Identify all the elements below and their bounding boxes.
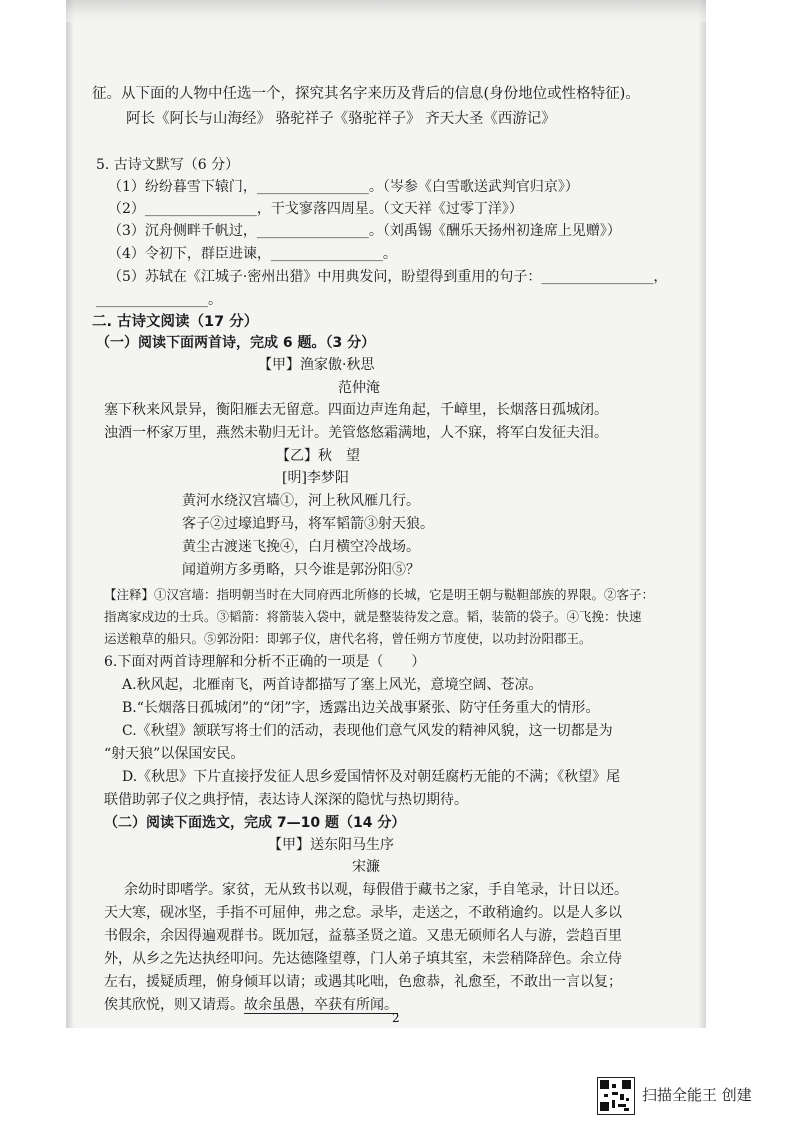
poem-b-line-4: 闻道朔方多勇略，只今谁是郭汾阳⑤？ [182,562,420,578]
page-right-edge-shadow [698,0,706,1028]
q5-item-1: （1）纷纷暮雪下辕门，________________。（岑参《白雪歌送武判官归京》） [108,179,579,195]
question-6-stem: 6.下面对两首诗理解和分析不正确的一项是（ ） [104,654,426,670]
character-options: 阿长《阿长与山海经》 骆驼祥子《骆驼祥子》 齐天大圣《西游记》 [126,111,556,127]
prose-line-6-text: 俟其欣悦，则又请焉。 [104,997,244,1013]
poem-a-line-2: 浊酒一杯家万里，燕然未勒归无计。羌管悠悠霜满地，人不寐，将军白发征夫泪。 [104,425,608,441]
annotation-line-2: 指离家戍边的士兵。③韬箭：将箭装入袋中，就是整装待发之意。韬，装箭的袋子。④飞挽：快速 [104,609,642,624]
poem-b-line-1: 黄河水绕汉宫墙①，河上秋风雁几行。 [182,493,420,509]
poem-a-author: 范仲淹 [338,380,380,396]
question-5-heading: 5. 古诗文默写（6 分） [96,157,240,173]
page-top-shadow [66,0,706,22]
prose-a-title: 【甲】送东阳马生序 [268,837,394,853]
q6-option-d-continuation: 联借助郭子仪之典抒情，表达诗人深深的隐忧与热切期待。 [104,792,468,808]
part-2-heading: （二）阅读下面选文，完成 7—10 题（14 分） [104,815,406,831]
scanner-brand-label: 扫描全能王 创建 [642,1086,752,1104]
part-1-heading: （一）阅读下面两首诗，完成 6 题。（3 分） [96,335,376,351]
annotation-line-3: 运送粮草的船只。⑤郭汾阳：即郭子仪，唐代名将，曾任朔方节度使，以功封汾阳郡王。 [104,631,592,646]
underlined-sentence: 故余虽愚，卒获有所闻。 [244,997,398,1013]
q6-option-d: D.《秋思》下片直接抒发征人思乡爱国情怀及对朝廷腐朽无能的不满；《秋望》尾 [122,769,621,785]
scanner-footer [0,1028,794,1125]
prose-line-1: 余幼时即嗜学。家贫，无从致书以观，每假借于藏书之家，手自笔录，计日以还。 [124,882,628,898]
poem-b-title: 【乙】秋 望 [276,448,360,464]
prose-a-author: 宋濂 [352,859,380,875]
q6-option-b: B.“长烟落日孤城闭”的“闭”字，透露出边关战事紧张、防守任务重大的情形。 [122,700,600,716]
poem-a-line-1: 塞下秋来风景异，衡阳雁去无留意。四面边声连角起，千嶂里，长烟落日孤城闭。 [104,402,608,418]
q5-item-3: （3）沉舟侧畔千帆过，________________。（刘禹锡《酬乐天扬州初逢席上见赠》） [108,223,621,239]
q5-item-4: （4）令初下，群臣进谏，________________。 [108,246,397,262]
q6-option-c-continuation: “射天狼”以保国安民。 [104,746,245,762]
prose-line-2: 天大寒，砚冰坚，手指不可屈伸，弗之怠。录毕，走送之，不敢稍逾约。以是人多以 [104,905,622,921]
prose-line-6 [104,996,398,1014]
q5-item-5-continuation: ________________。 [96,292,222,308]
question-4-tail: 征。从下面的人物中任选一个，探究其名字来历及背后的信息(身份地位或性格特征)。 [92,86,640,102]
poem-b-line-2: 客子②过壕追野马，将军韬箭③射天狼。 [182,516,434,532]
prose-line-5: 左右，援疑质理，俯身倾耳以请；或遇其叱咄，色愈恭，礼愈至，不敢出一言以复； [104,974,622,990]
section-2-heading: 二. 古诗文阅读（17 分） [92,314,259,330]
q6-option-a: A.秋风起，北雁南飞，两首诗都描写了塞上风光，意境空阔、苍凉。 [122,677,543,693]
qr-code-icon [597,1077,635,1115]
scanned-page [66,0,706,1028]
q5-item-5: （5）苏轼在《江城子·密州出猎》中用典发问，盼望得到重用的句子：________________， [108,269,668,285]
poem-b-author: [明]李梦阳 [282,470,349,486]
prose-line-3: 书假余，余因得遍观群书。既加冠，益慕圣贤之道。又患无硕师名人与游，尝趋百里 [104,928,622,944]
q6-option-c: C.《秋望》颔联写将士们的活动，表现他们意气风发的精神风貌，这一切都是为 [122,723,613,739]
poem-b-line-3: 黄尘古渡迷飞挽④，白月横空冷战场。 [182,539,420,555]
page-number: 2 [392,1011,400,1025]
page-left-edge-shadow [66,0,74,1028]
prose-line-4: 外，从乡之先达执经叩问。先达德隆望尊，门人弟子填其室，未尝稍降辞色。余立侍 [104,951,622,967]
poem-a-title: 【甲】渔家傲·秋思 [258,357,375,373]
annotation-line-1: 【注释】①汉宫墙：指明朝当时在大同府西北所修的长城，它是明王朝与鞑靼部族的界限。②客子： [104,587,655,602]
q5-item-2: （2）________________，干戈寥落四周星。（文天祥《过零丁洋》） [108,201,523,217]
